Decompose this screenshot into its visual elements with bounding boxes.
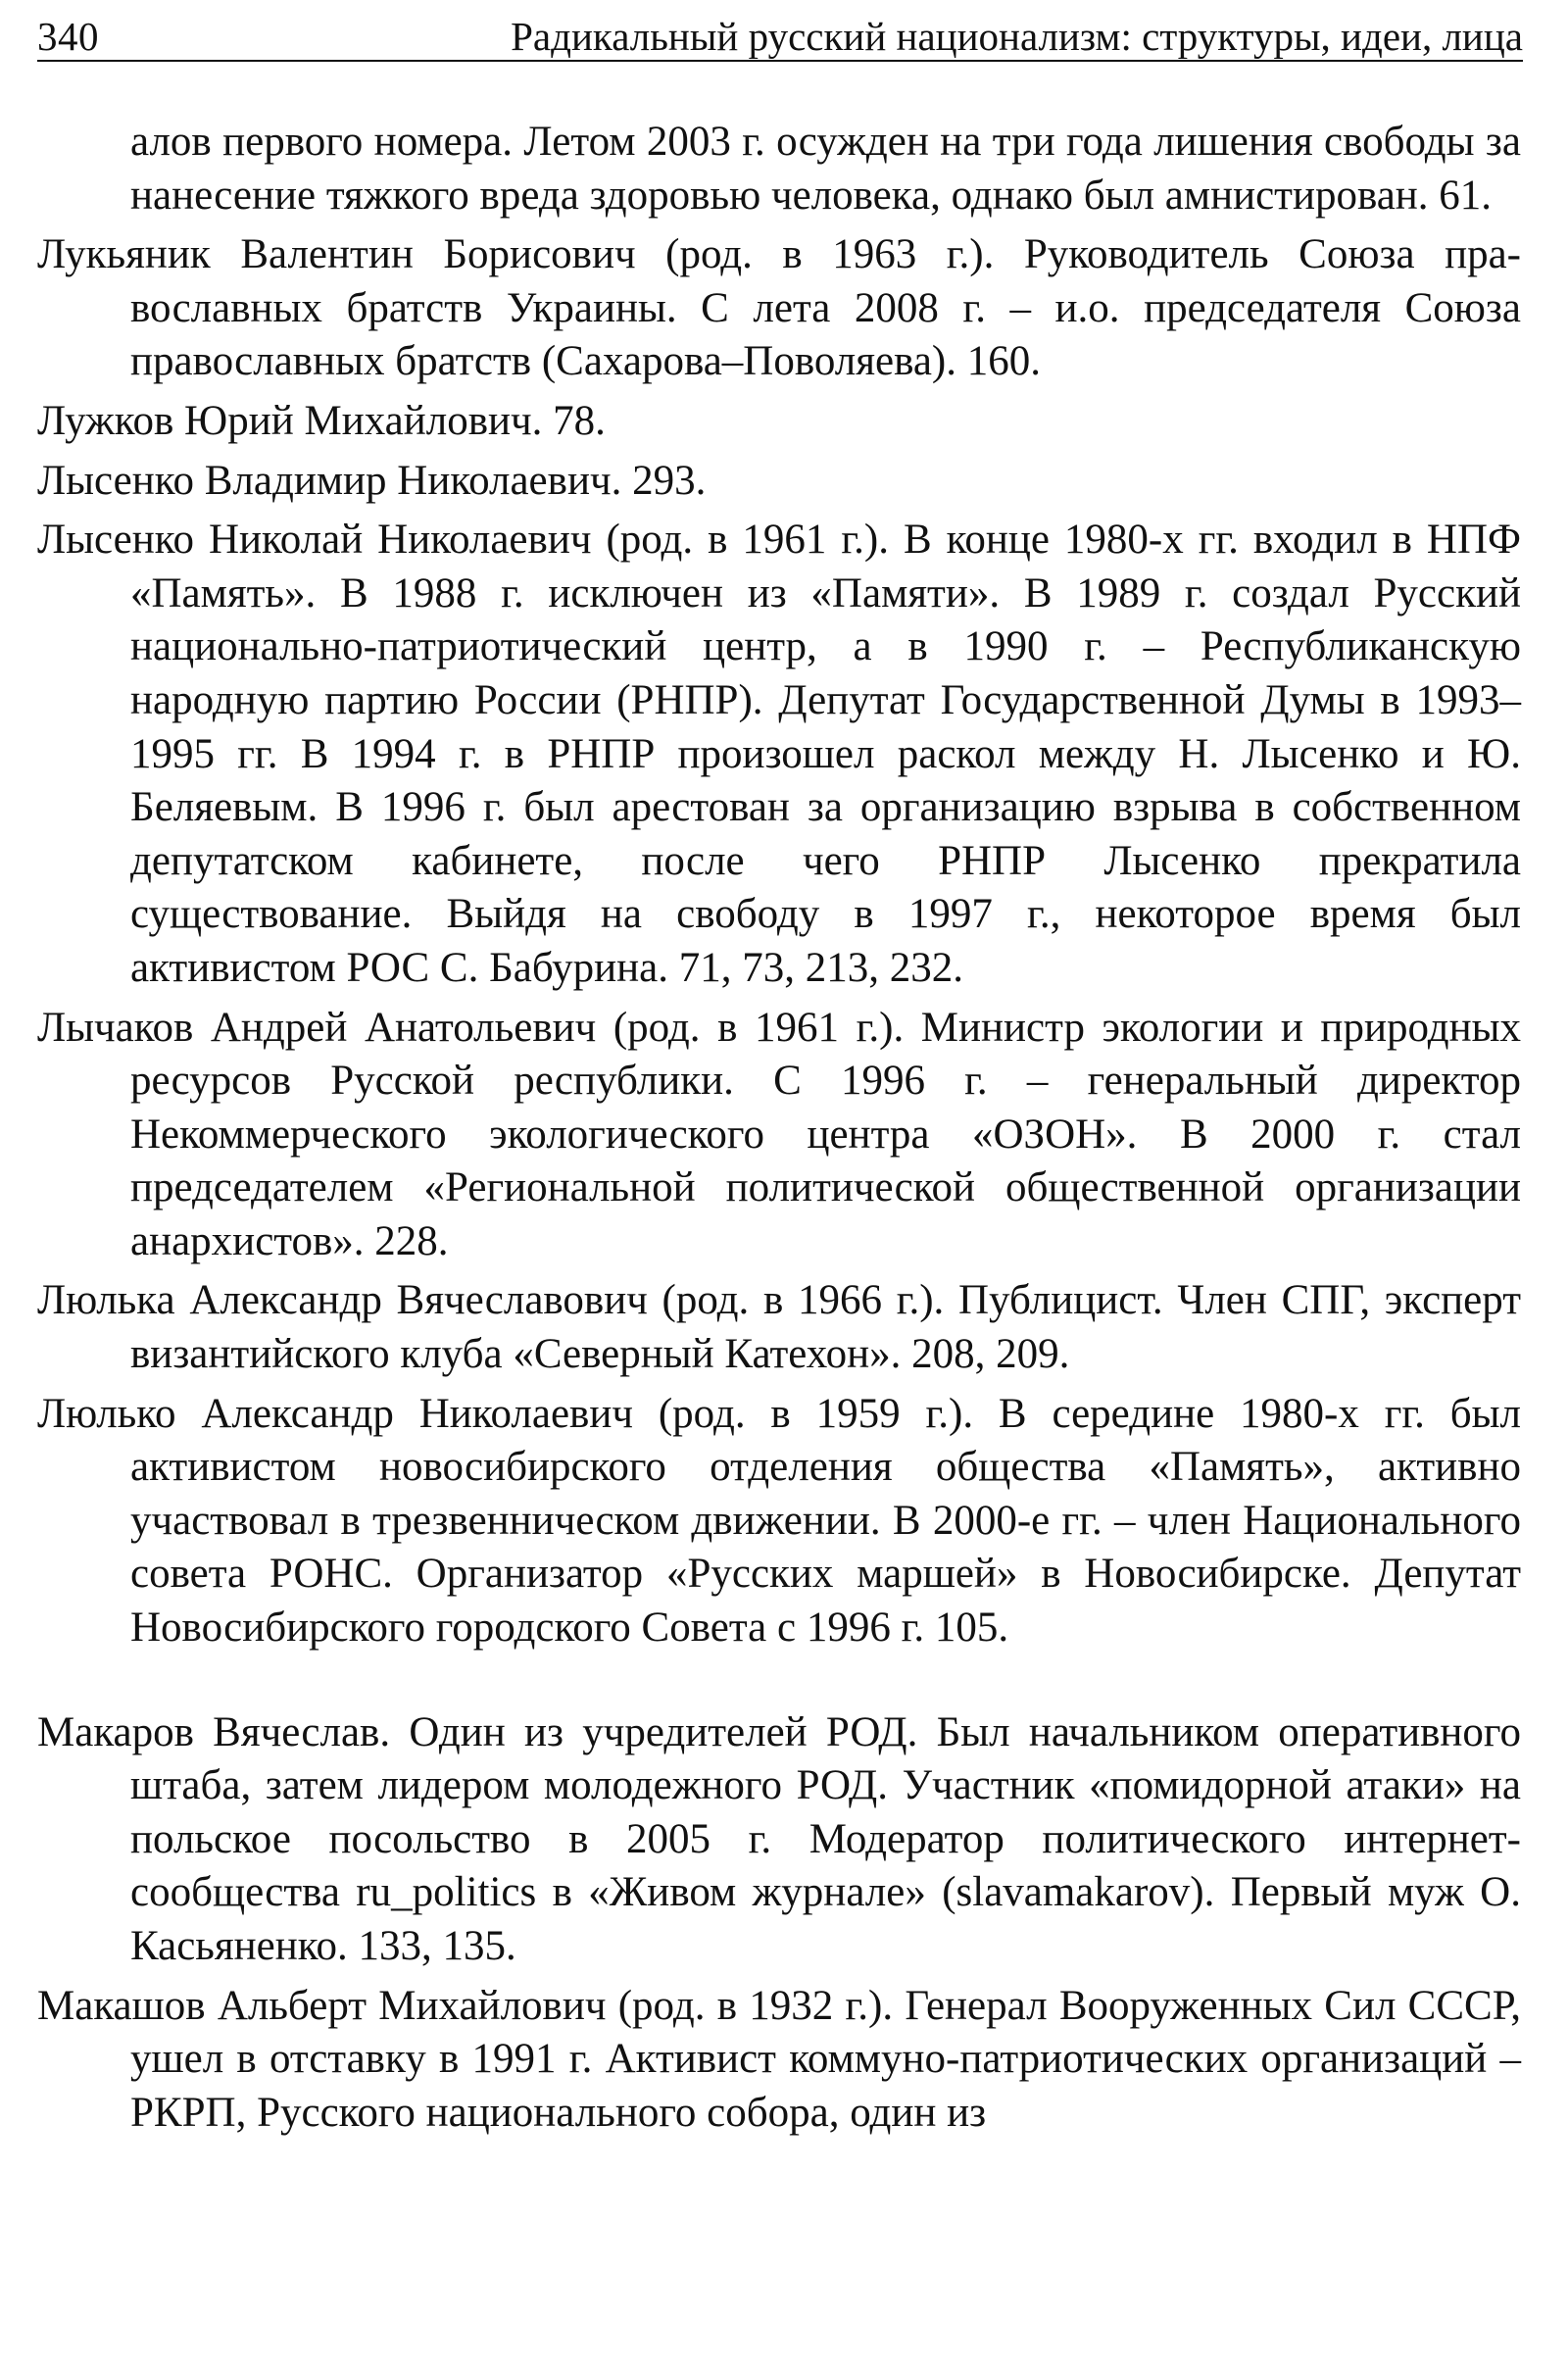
running-title: Радикальный русский национализм: структуры, идеи, лица xyxy=(511,14,1523,59)
index-entry: Люлько Александр Николаевич (род. в 1959 г.). В середине 1980-х гг. был активистом новосибирского отделения общества «Память», активно участвовал в трезвенническом движении. В 2000-е гг. – член Национального совета РОНС. Организатор «Русских маршей» в Новосибирске. Депутат Новосибирского городского Совета с 1996 г. 105. xyxy=(37,1390,1521,1652)
index-entry-continuation: алов первого номера. Летом 2003 г. осужден на три года лишения свободы за нанесение тяжкого вреда здоровью человека, однако был амнистирован. 61. xyxy=(130,119,1521,219)
letter-section-gap xyxy=(37,1661,1521,1706)
index-entry: Лужков Юрий Михайлович. 78. xyxy=(37,397,606,444)
index-entry: Лычаков Андрей Анатольевич (род. в 1961 г.). Министр экологии и природных ресурсов Русской республики. С 1996 г. – генеральный директор Некоммерческого экологического центра «ОЗОН». В 2000 г. стал председателем «Региональной политической общественной организации анархистов». 228. xyxy=(37,1004,1521,1264)
index-entry: Лукьяник Валентин Борисович (род. в 1963 г.). Руководитель Союза православных братств Украины. С лета 2008 г. – и.о. председателя Союза православных братств (Сахарова–Поволяева). 160. xyxy=(37,231,1521,385)
index-entry: Люлька Александр Вячеславович (род. в 1966 г.). Публицист. Член СПГ, эксперт византийского клуба «Северный Катехон». 208, 209. xyxy=(37,1277,1521,1378)
index-entry: Лысенко Владимир Николаевич. 293. xyxy=(37,457,707,504)
index-entry: Лысенко Николай Николаевич (род. в 1961 г.). В конце 1980-х гг. входил в НПФ «Память». В 1988 г. исключен из «Памяти». В 1989 г. создал Русский национально-патриотический центр, а в 1990 г. – Республиканскую народную партию России (РНПР). Депутат Государственной Думы в 1993–1995 гг. В 1994 г. в РНПР произошел раскол между Н. Лысенко и Ю. Беляевым. В 1996 г. был арестован за организацию взрыва в собственном депутатском кабинете, после чего РНПР Лысенко прекратила существование. Выйдя на свободу в 1997 г., некоторое время был активистом РОС С. Бабурина. 71, 73, 213, 232. xyxy=(37,517,1521,991)
header-rule xyxy=(37,60,1523,62)
running-head xyxy=(37,2,1523,57)
page-number: 340 xyxy=(37,14,99,59)
index-entry: Макаров Вячеслав. Один из учредителей РОД. Был начальником оперативного штаба, затем лидером молодежного РОД. Участник «помидорной атаки» на польское посольство в 2005 г. Модератор политического интернет-сообщества ru_politics в «Живом журнале» (slavamakarov). Первый муж О. Касьяненко. 133, 135. xyxy=(37,1708,1521,1969)
index-entry: Макашов Альберт Михайлович (род. в 1932 г.). Генерал Вооруженных Сил СССР, ушел в отставку в 1991 г. Активист коммуно-патриотических организаций – РКРП, Русского национального собора, один из xyxy=(37,1982,1521,2136)
index-entries xyxy=(37,116,1521,2146)
